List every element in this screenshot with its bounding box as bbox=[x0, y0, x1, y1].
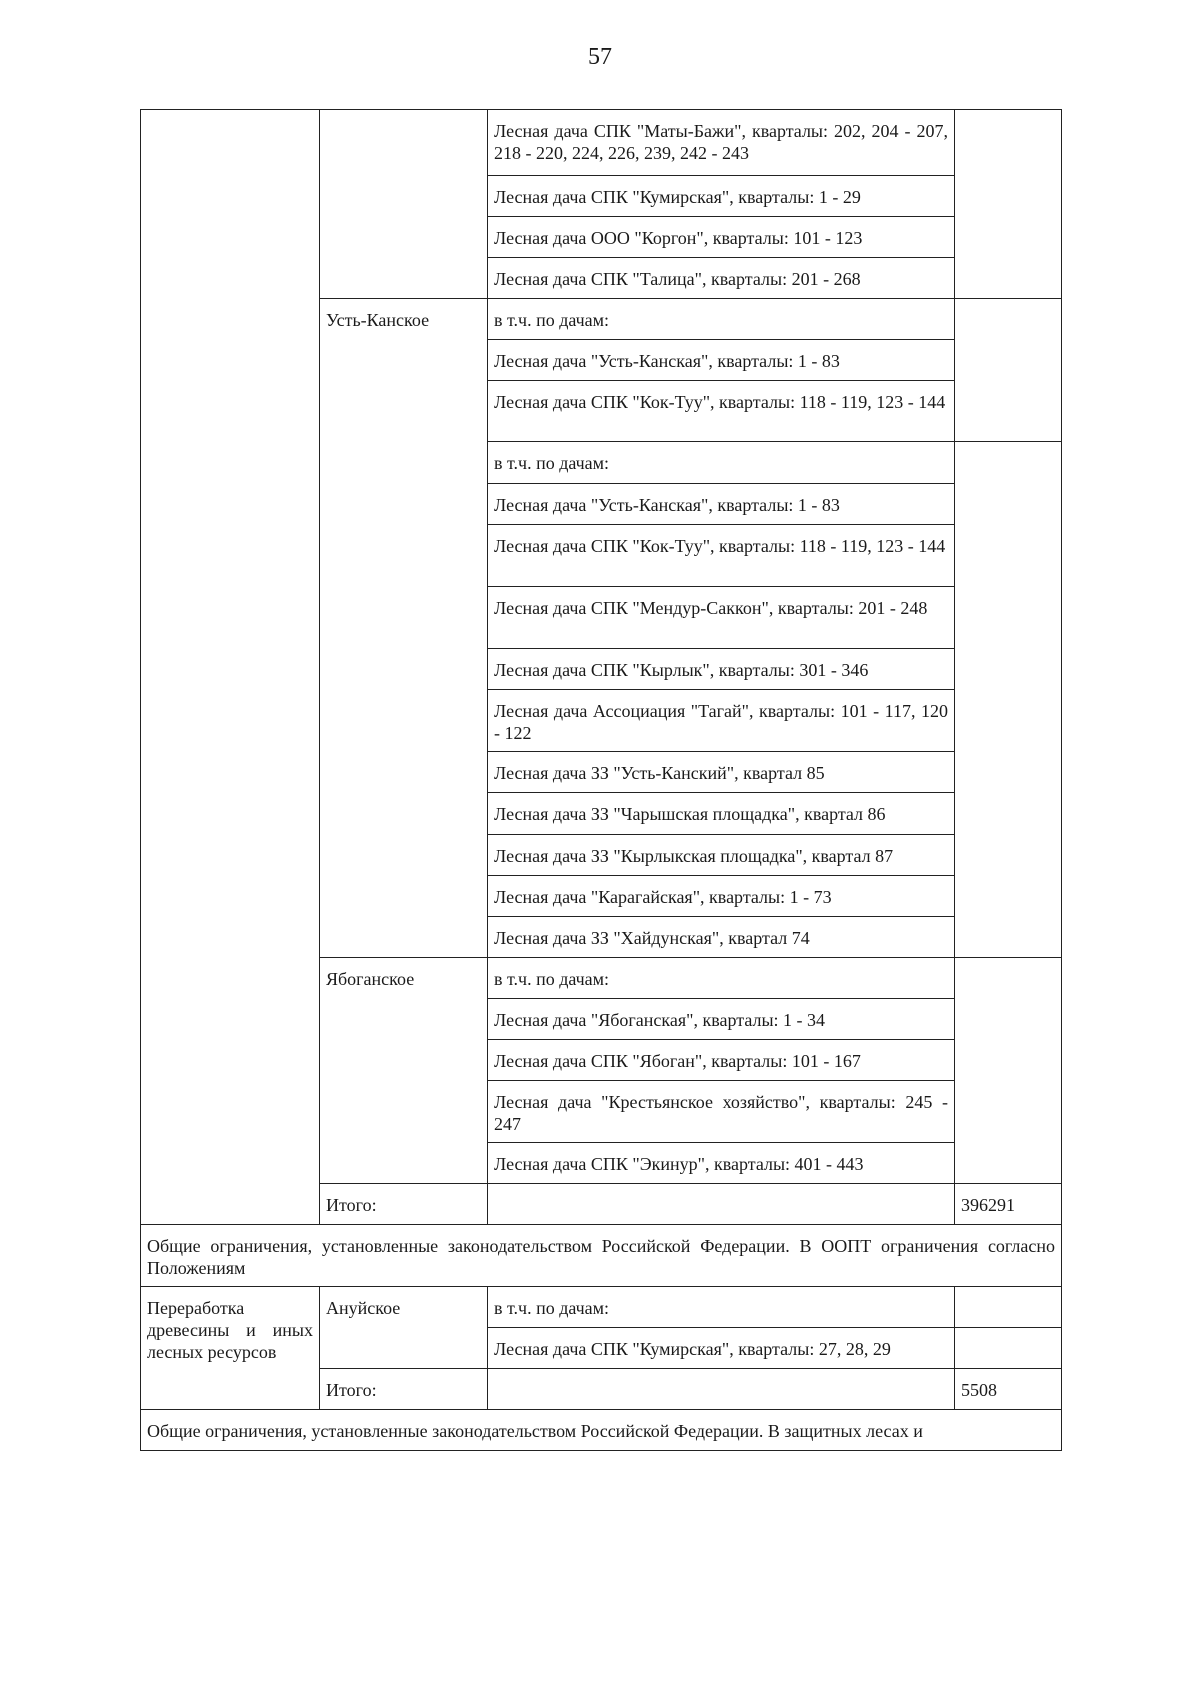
dacha-description: Лесная дача "Усть-Канская", кварталы: 1 - 83 bbox=[488, 340, 955, 381]
dacha-description: Лесная дача ООО "Коргон", кварталы: 101 - 123 bbox=[488, 217, 955, 258]
total-value: 396291 bbox=[955, 1184, 1062, 1225]
dacha-description: Лесная дача "Усть-Канская", кварталы: 1 - 83 bbox=[488, 484, 955, 525]
forest-table-body bbox=[141, 110, 1062, 1451]
page-number: 57 bbox=[588, 44, 612, 70]
activity-cell bbox=[141, 110, 320, 1225]
table-row bbox=[141, 1287, 1062, 1328]
dacha-description: Лесная дача СПК "Маты-Бажи", кварталы: 202, 204 - 207, 218 - 220, 224, 226, 239, 242 - 243 bbox=[488, 110, 955, 176]
restrictions-note: Общие ограничения, установленные законодательством Российской Федерации. В защитных лесах и bbox=[141, 1410, 1062, 1451]
dacha-description: в т.ч. по дачам: bbox=[488, 1287, 955, 1328]
restrictions-note: Общие ограничения, установленные законодательством Российской Федерации. В ООПТ ограничения согласно Положениям bbox=[141, 1225, 1062, 1287]
dacha-description: Лесная дача СПК "Мендур-Саккон", кварталы: 201 - 248 bbox=[488, 587, 955, 649]
dacha-description: Лесная дача СПК "Кок-Туу", кварталы: 118 - 119, 123 - 144 bbox=[488, 525, 955, 587]
forestry-cell bbox=[320, 110, 488, 299]
dacha-description: Лесная дача ЗЗ "Кырлыкская площадка", квартал 87 bbox=[488, 835, 955, 876]
dacha-description: Лесная дача ЗЗ "Чарышская площадка", квартал 86 bbox=[488, 793, 955, 835]
dacha-description: Лесная дача ЗЗ "Усть-Канский", квартал 85 bbox=[488, 752, 955, 793]
table-row bbox=[141, 1225, 1062, 1287]
total-empty bbox=[488, 1369, 955, 1410]
dacha-description: Лесная дача СПК "Талица", кварталы: 201 - 268 bbox=[488, 258, 955, 299]
dacha-description: Лесная дача "Крестьянское хозяйство", кварталы: 245 - 247 bbox=[488, 1081, 955, 1143]
dacha-description: Лесная дача "Ябоганская", кварталы: 1 - 34 bbox=[488, 999, 955, 1040]
dacha-description: Лесная дача СПК "Кумирская", кварталы: 27, 28, 29 bbox=[488, 1328, 955, 1369]
total-label: Итого: bbox=[320, 1184, 488, 1225]
forestry-name: Ябоганское bbox=[320, 958, 488, 1184]
area-cell bbox=[955, 442, 1062, 958]
forest-table bbox=[140, 109, 1062, 1451]
dacha-description: Лесная дача ЗЗ "Хайдунская", квартал 74 bbox=[488, 917, 955, 958]
area-cell bbox=[955, 958, 1062, 1184]
area-cell bbox=[955, 110, 1062, 299]
dacha-description: Лесная дача СПК "Ябоган", кварталы: 101 - 167 bbox=[488, 1040, 955, 1081]
table-row bbox=[141, 1410, 1062, 1451]
dacha-description: в т.ч. по дачам: bbox=[488, 958, 955, 999]
area-cell bbox=[955, 1287, 1062, 1328]
area-cell bbox=[955, 1328, 1062, 1369]
activity-name: Переработка древесины и иных лесных ресурсов bbox=[141, 1287, 320, 1410]
total-value: 5508 bbox=[955, 1369, 1062, 1410]
dacha-description: в т.ч. по дачам: bbox=[488, 442, 955, 484]
dacha-description: Лесная дача СПК "Кырлык", кварталы: 301 - 346 bbox=[488, 649, 955, 690]
dacha-description: в т.ч. по дачам: bbox=[488, 299, 955, 340]
dacha-description: Лесная дача СПК "Кок-Туу", кварталы: 118 - 119, 123 - 144 bbox=[488, 381, 955, 442]
dacha-description: Лесная дача "Карагайская", кварталы: 1 - 73 bbox=[488, 876, 955, 917]
total-empty bbox=[488, 1184, 955, 1225]
forestry-name: Ануйское bbox=[320, 1287, 488, 1369]
area-cell bbox=[955, 299, 1062, 442]
total-label: Итого: bbox=[320, 1369, 488, 1410]
dacha-description: Лесная дача Ассоциация "Тагай", кварталы: 101 - 117, 120 - 122 bbox=[488, 690, 955, 752]
dacha-description: Лесная дача СПК "Экинур", кварталы: 401 - 443 bbox=[488, 1143, 955, 1184]
dacha-description: Лесная дача СПК "Кумирская", кварталы: 1 - 29 bbox=[488, 176, 955, 217]
forestry-name: Усть-Канское bbox=[320, 299, 488, 958]
table-row bbox=[141, 110, 1062, 176]
